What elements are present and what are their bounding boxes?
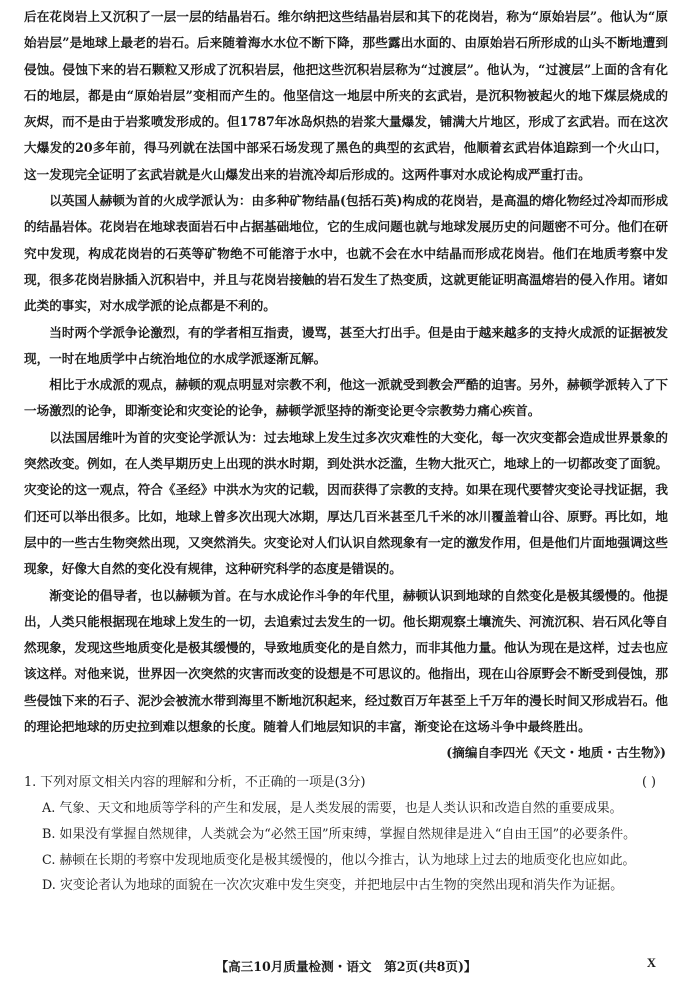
footer-mark: X: [646, 956, 656, 970]
footer-page-info: 【高三10月质量检测・语文 第2页(共8页)】: [215, 959, 477, 974]
passage-paragraph: 以法国居维叶为首的灾变论学派认为：过去地球上发生过多次灾难性的大变化，每一次灾变都会造成世界景象的突然改变。例如，在人类早期历史上出现的洪水时期，到处洪水泛滥，生物大批灭亡，地球上的一切都改变了面貌。灾变论的这一观点，符合《圣经》中洪水为灾的记载，因而获得了宗教的支持。如果在现代要替灾变论寻找证据，我们还可以举出很多。比如，地球上曾多次出现大冰期，厚达几百米甚至几千米的冰川覆盖着山谷、原野。再比如，地层中的一些古生物突然出现，又突然消失。灾变论对人们认识自然现象有一定的激发作用，但是他们片面地强调这些现象，好像大自然的变化没有规律，这种研究科学的态度是错误的。: [24, 429, 668, 577]
question-stem-line: [24, 770, 668, 796]
passage-paragraph: 相比于水成派的观点，赫顿的观点明显对宗教不利，他这一派就受到教会严酷的迫害。另外，赫顿学派转入了下一场激烈的论争，即渐变论和灾变论的论争，赫顿学派坚持的渐变论更令宗教势力痛心疾首。: [24, 377, 668, 419]
reading-passage: [24, 4, 668, 740]
page-footer: [0, 950, 692, 980]
answer-blank: ( ): [641, 775, 656, 791]
question-block: [24, 770, 668, 898]
option-c: C. 赫顿在长期的考察中发现地质变化是极其缓慢的，他以今推古，认为地球上过去的地质变化也应如此。: [42, 852, 636, 868]
option-d: D. 灾变论者认为地球的面貌在一次次灾难中发生突变，并把地层中古生物的突然出现和消失作为证据。: [42, 878, 624, 894]
passage-paragraph: 当时两个学派争论激烈，有的学者相互指责，谩骂，甚至大打出手。但是由于越来越多的支持火成派的证据被发现，一时在地质学中占统治地位的水成学派逐渐瓦解。: [24, 324, 668, 366]
passage-paragraph: 以英国人赫顿为首的火成学派认为：由多种矿物结晶(包括石英)构成的花岗岩，是高温的熔化物经过冷却而形成的结晶岩体。花岗岩在地球表面岩石中占据基础地位，它的生成问题也就与地球发展历史的问题密不可分。他们在研究中发现，构成花岗岩的石英等矿物绝不可能溶于水中，也就不会在水中结晶而形成花岗岩。他们在地质考察中发现，很多花岗岩脉插入沉积岩中，并且与花岗岩接触的岩石发生了热变质，这就更能证明高温熔岩的侵入作用。诸如此类的事实，对水成学派的论点都是不利的。: [24, 193, 668, 314]
passage-paragraph: 渐变论的倡导者，也以赫顿为首。在与水成论作斗争的年代里，赫顿认识到地球的自然变化是极其缓慢的。他提出，人类只能根据现在地球上发生的一切，去追索过去发生的一切。他长期观察土壤流失、河流沉积、岩石风化等自然现象，发现这些地质变化是极其缓慢的，导致地质变化的是自然力，而非其他力量。他认为现在是这样，过去也应该这样。对他来说，世界因一次突然的灾害而改变的设想是不可思议的。他指出，现在山谷原野会不断受到侵蚀，那些侵蚀下来的石子、泥沙会被流水带到海里不断地沉积起来，经过数百万年甚至上千万年的漫长时间又形成岩石。他的理论把地球的历史拉到难以想象的长度。随着人们地层知识的丰富，渐变论在这场斗争中最终胜出。: [24, 587, 668, 735]
option-a: A. 气象、天文和地质等学科的产生和发展，是人类发展的需要，也是人类认识和改造自然的重要成果。: [42, 801, 623, 817]
question-stem: 1. 下列对原文相关内容的理解和分析，不正确的一项是(3分): [24, 775, 366, 791]
passage-source: (摘编自李四光《天文・地质・古生物》): [446, 745, 666, 761]
option-b: B. 如果没有掌握自然规律，人类就会为“必然王国”所束缚，掌握自然规律是进入“自由王国”的必要条件。: [42, 826, 636, 842]
passage-paragraph: 后在花岗岩上又沉积了一层一层的结晶岩石。维尔纳把这些结晶岩层和其下的花岗岩，称为“原始岩层”。他认为“原始岩层”是地球上最老的岩石。后来随着海水水位不断下降，那些露出水面的、由原始岩石所形成的山头不断地遭到侵蚀。侵蚀下来的岩石颗粒又形成了沉积岩层，他把这些沉积岩层称为“过渡层”。他认为，“过渡层”上面的含有化石的地层，都是由“原始岩层”变相而产生的。他坚信这一地层中所夹的玄武岩，是沉积物被起火的地下煤层烧成的灰烬，而不是由于岩浆喷发形成的。但1787年冰岛炽热的岩浆大量爆发，铺满大片地区，形成了玄武岩。而在这次大爆发的20多年前，得马列就在法国中部采石场发现了黑色的典型的玄武岩，他顺着玄武岩体追踪到一个火山口，这一发现完全证明了玄武岩就是火山爆发出来的岩流冷却后形成的。这两件事对水成论构成严重打击。: [24, 9, 668, 182]
